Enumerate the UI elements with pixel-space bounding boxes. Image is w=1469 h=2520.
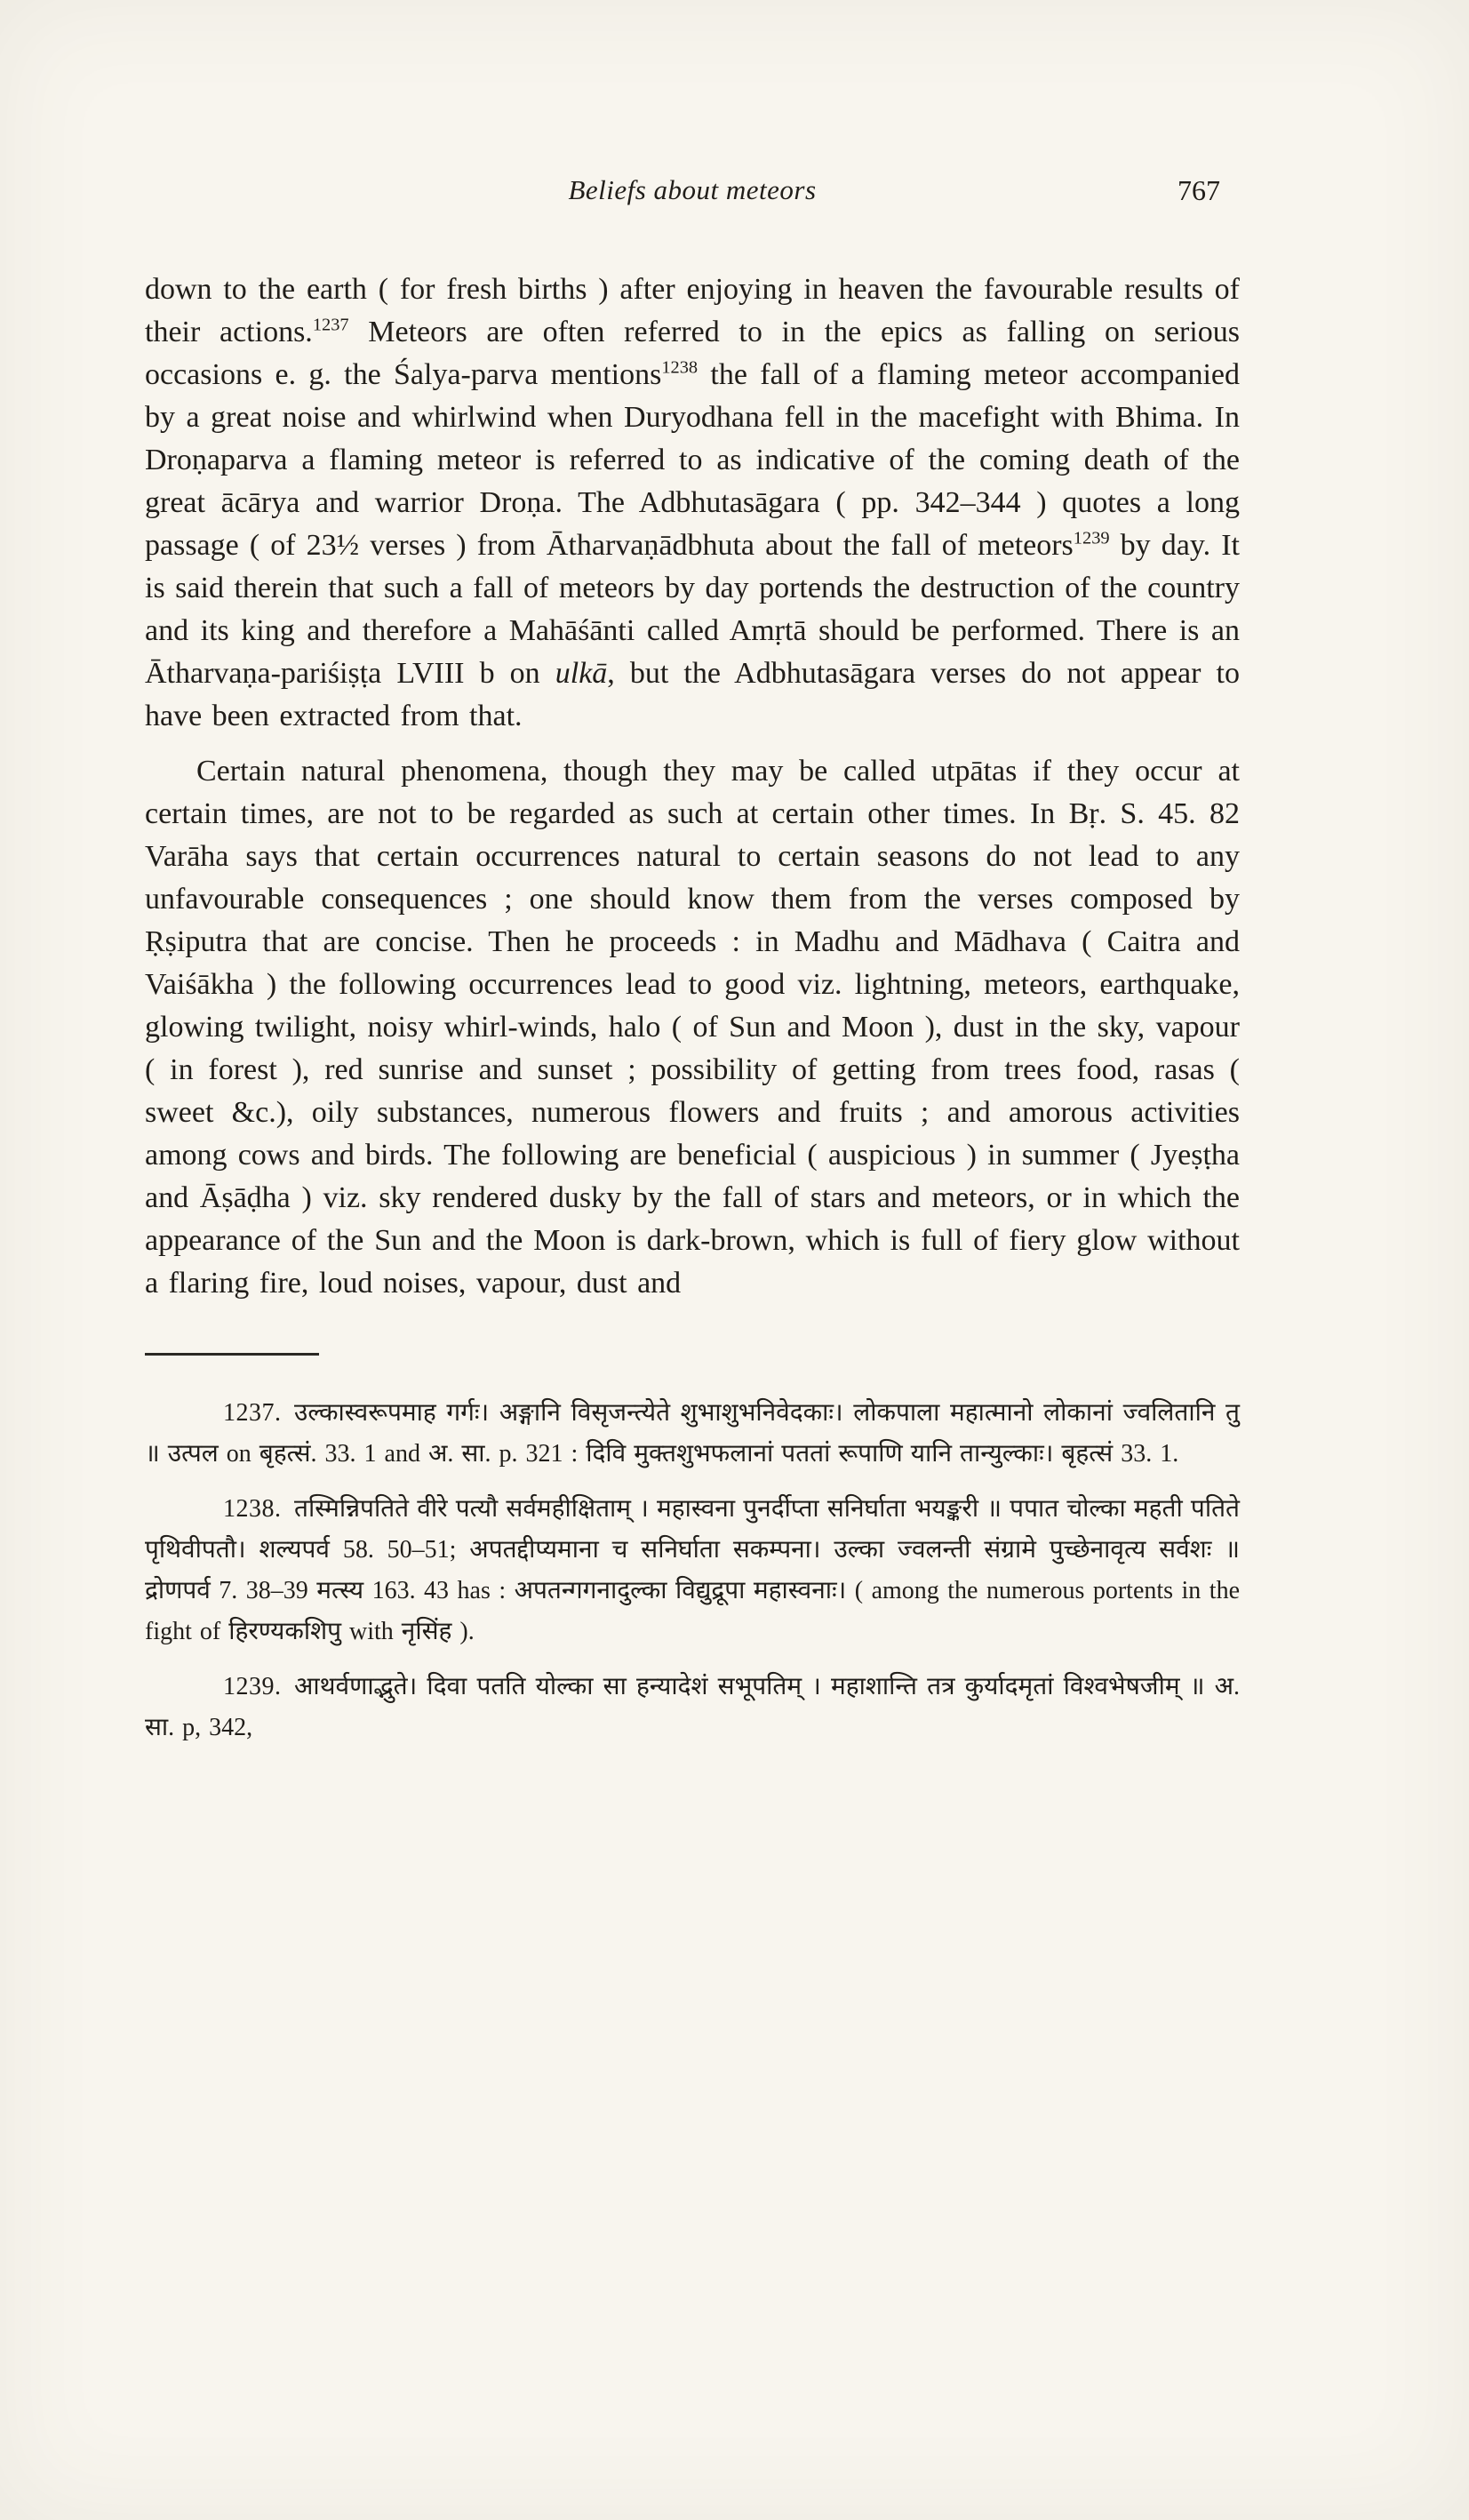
text-run: Meteors are often referred to in the epics as falling on serious occasions e. g. the Śalya-parva mentions	[145, 316, 1240, 391]
text-run: Certain natural phenomena, though they may be called utpātas if they occur at certain times, are not to be regarded as such at certain other times. In Bṛ. S. 45. 82 Varāha says that certain occurrences natural to certain seasons do not lead to any unfavourable consequences ; one should know them from the verses composed by Ṛṣiputra that are concise. Then he proceeds : in Madhu and Mādhava ( Caitra and Vaiśākha ) the following occurrences lead to good viz. lightning, meteors, earthquake, glowing twilight, noisy whirl-winds, halo ( of Sun and Moon ), dust in the sky, vapour ( in forest ), red sunrise and sunset ; possibility of getting from trees food, rasas ( sweet &c.), oily substances, numerous flowers and fruits ; and amorous activities among cows and birds. The following are beneficial ( auspicious ) in summer ( Jyeṣṭha and Āṣāḍha ) viz. sky rendered dusky by the fall of stars and meteors, or in which the appearance of the Sun and the Moon is dark-brown, which is full of fiery glow without a flaring fire, loud noises, vapour, dust and	[145, 755, 1240, 1300]
footnote-ref: 1238	[661, 357, 699, 378]
footnote-number: 1239.	[223, 1673, 294, 1700]
text-run: by day. It is said therein that such a fall of meteors by day portends the destruction of the country and its king and therefore a Mahāśānti called Amṛtā should be performed. There is an Ātharvaṇa-pariśiṣṭa LVIII b on	[145, 529, 1241, 690]
running-title: Beliefs about meteors	[568, 174, 817, 205]
body-text	[145, 268, 1240, 1305]
text-run: the fall of a flaming meteor accompanied by a great noise and whirlwind when Duryodhana fell in the macefight with Bhima. In Droṇaparva a flaming meteor is referred to as indicative of the coming death of the great ācārya and warrior Droṇa. The Adbhutasāgara ( pp. 342–344 ) quotes a long passage ( of 23½ verses ) from Ātharvaṇādbhuta about the fall of meteors	[145, 358, 1240, 562]
footnote: 1237. उल्कास्वरूपमाह गर्गः। अङ्गानि विसृजन्त्येते शुभाशुभनिवेदकाः। लोकपाला महात्मानो लोकानां ज्वलितानि तु ॥ उत्पल on बृहत्सं. 33. 1 and अ. सा. p. 321 : दिवि मुक्तशुभफलानां पततां रूपाणि यानि तान्युल्काः। बृहत्सं 33. 1.	[145, 1399, 1240, 1468]
footnote-ref: 1237	[312, 315, 349, 335]
footnote-separator-rule	[145, 1353, 319, 1356]
text-run: down to the earth ( for fresh births ) after enjoying in heaven the favourable results of their actions.	[145, 273, 1240, 348]
text-run: , but the Adbhutasāgara verses do not appear to have been extracted from that.	[145, 657, 1240, 732]
paragraph	[145, 268, 1240, 738]
footnote-number: 1237.	[223, 1399, 294, 1427]
paragraph	[145, 750, 1240, 1305]
footnote: 1238. तस्मिन्निपतिते वीरे पत्यौ सर्वमहीक्षिताम् । महास्वना पुनर्दीप्ता सनिर्घाता भयङ्करी ॥ पपात चोल्का महती पतिते पृथिवीपतौ। शल्यपर्व 58. 50–51; अपतद्दीप्यमाना च सनिर्घाता सकम्पना। उल्का ज्वलन्ती संग्रामे पुच्छेनावृत्य सर्वशः ॥ द्रोणपर्व 7. 38–39 मत्स्य 163. 43 has : अपतन्गगनादुल्का विद्युद्रूपा महास्वनाः। ( among the numerous portents in the fight of हिरण्यकशिपु with नृसिंह ).	[145, 1495, 1240, 1645]
footnotes	[145, 1393, 1240, 1748]
footnote-number: 1238.	[223, 1495, 294, 1523]
footnote-ref: 1239	[1073, 528, 1110, 548]
page-header	[145, 174, 1240, 219]
page-number: 767	[1178, 174, 1220, 206]
italic-term: ulkā	[555, 657, 608, 690]
page-content	[145, 174, 1240, 1763]
footnote: 1239. आथर्वणाद्भुते। दिवा पतति योल्का सा हन्यादेशं सभूपतिम् । महाशान्ति तत्र कुर्यादमृतां विश्वभेषजीम् ॥ अ. सा. p, 342,	[145, 1673, 1240, 1741]
